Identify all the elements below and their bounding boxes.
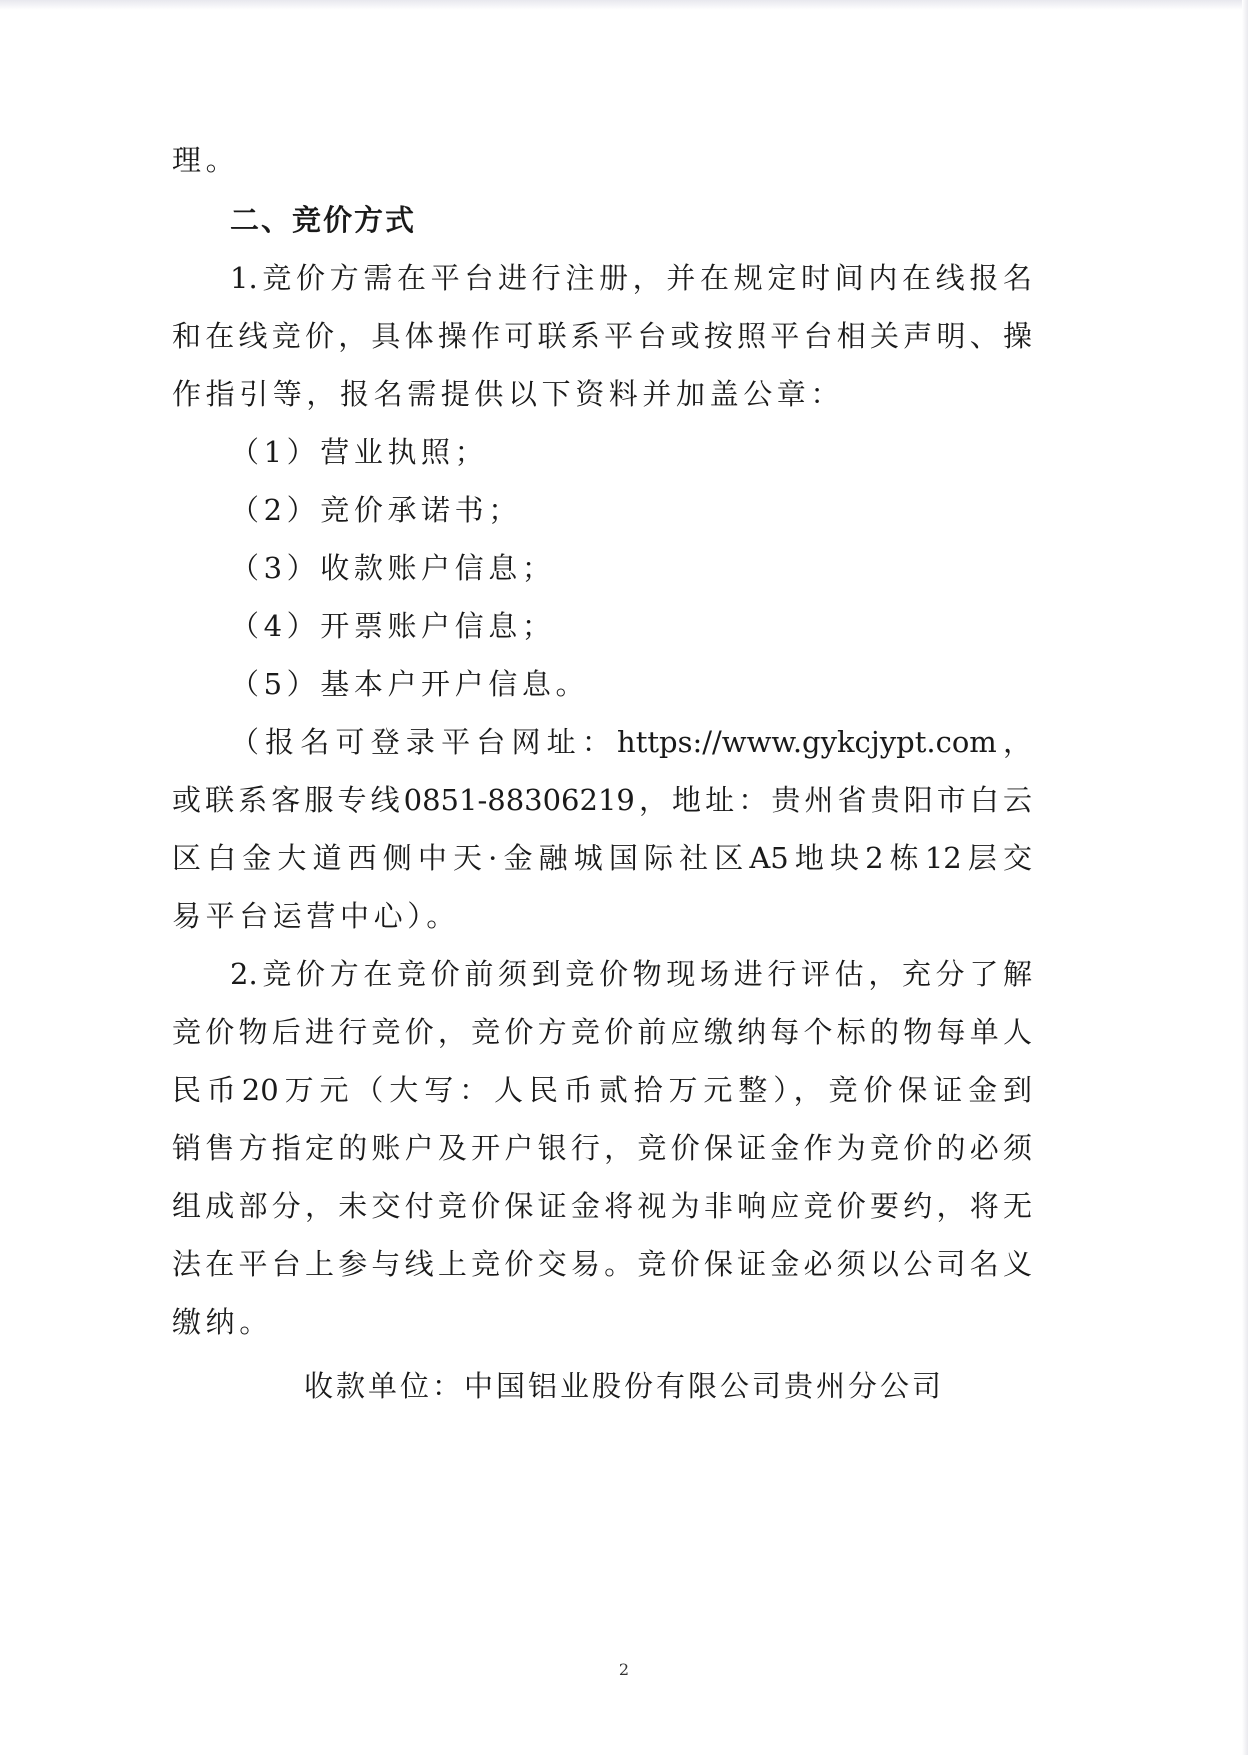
page-number: 2 (618, 1660, 630, 1679)
item-2-line-6: 法在平台上参与线上竞价交易。竞价保证金必须以公司名义 (172, 1247, 1032, 1281)
item-1-line-1: 1.竞价方需在平台进行注册，并在规定时间内在线报名 (230, 261, 1032, 295)
item-2-line-3: 民币20万元（大写：人民币贰拾万元整），竞价保证金到 (172, 1073, 1032, 1107)
item-2-line-5: 组成部分，未交付竞价保证金将视为非响应竞价要约，将无 (172, 1189, 1032, 1223)
payee-line: 收款单位：中国铝业股份有限公司贵州分公司 (304, 1369, 945, 1403)
item-1-line-2: 和在线竞价，具体操作可联系平台或按照平台相关声明、操 (172, 319, 1032, 353)
list-item-invoice-account: （4）开票账户信息； (230, 609, 556, 643)
registration-note-line-3: 区白金大道西侧中天·金融城国际社区A5地块2栋12层交 (172, 841, 1032, 875)
item-2-line-7: 缴纳。 (172, 1305, 273, 1339)
scan-edge-top (0, 0, 1248, 10)
list-item-basic-account: （5）基本户开户信息。 (230, 667, 590, 701)
scan-edge-right (1242, 0, 1248, 1755)
item-1-line-3: 作指引等，报名需提供以下资料并加盖公章： (172, 377, 845, 411)
item-2-line-4: 销售方指定的账户及开户银行，竞价保证金作为竞价的必须 (172, 1131, 1032, 1165)
item-2-line-1: 2.竞价方在竞价前须到竞价物现场进行评估，充分了解 (230, 957, 1032, 991)
list-item-bid-commitment: （2）竞价承诺书； (230, 493, 522, 527)
registration-note-line-4: 易平台运营中心）。 (172, 899, 460, 933)
registration-note-line-2: 或联系客服专线0851-88306219，地址：贵州省贵阳市白云 (172, 783, 1032, 817)
section-heading-bidding-method: 二、竞价方式 (230, 203, 417, 237)
list-item-business-license: （1）营业执照； (230, 435, 489, 469)
item-2-line-2: 竞价物后进行竞价，竞价方竞价前应缴纳每个标的物每单人 (172, 1015, 1032, 1049)
list-item-receiving-account: （3）收款账户信息； (230, 551, 556, 585)
paragraph-continuation-line: 理。 (172, 143, 240, 177)
registration-note-line-1: （报名可登录平台网址：https://www.gykcjypt.com， (230, 725, 1032, 759)
